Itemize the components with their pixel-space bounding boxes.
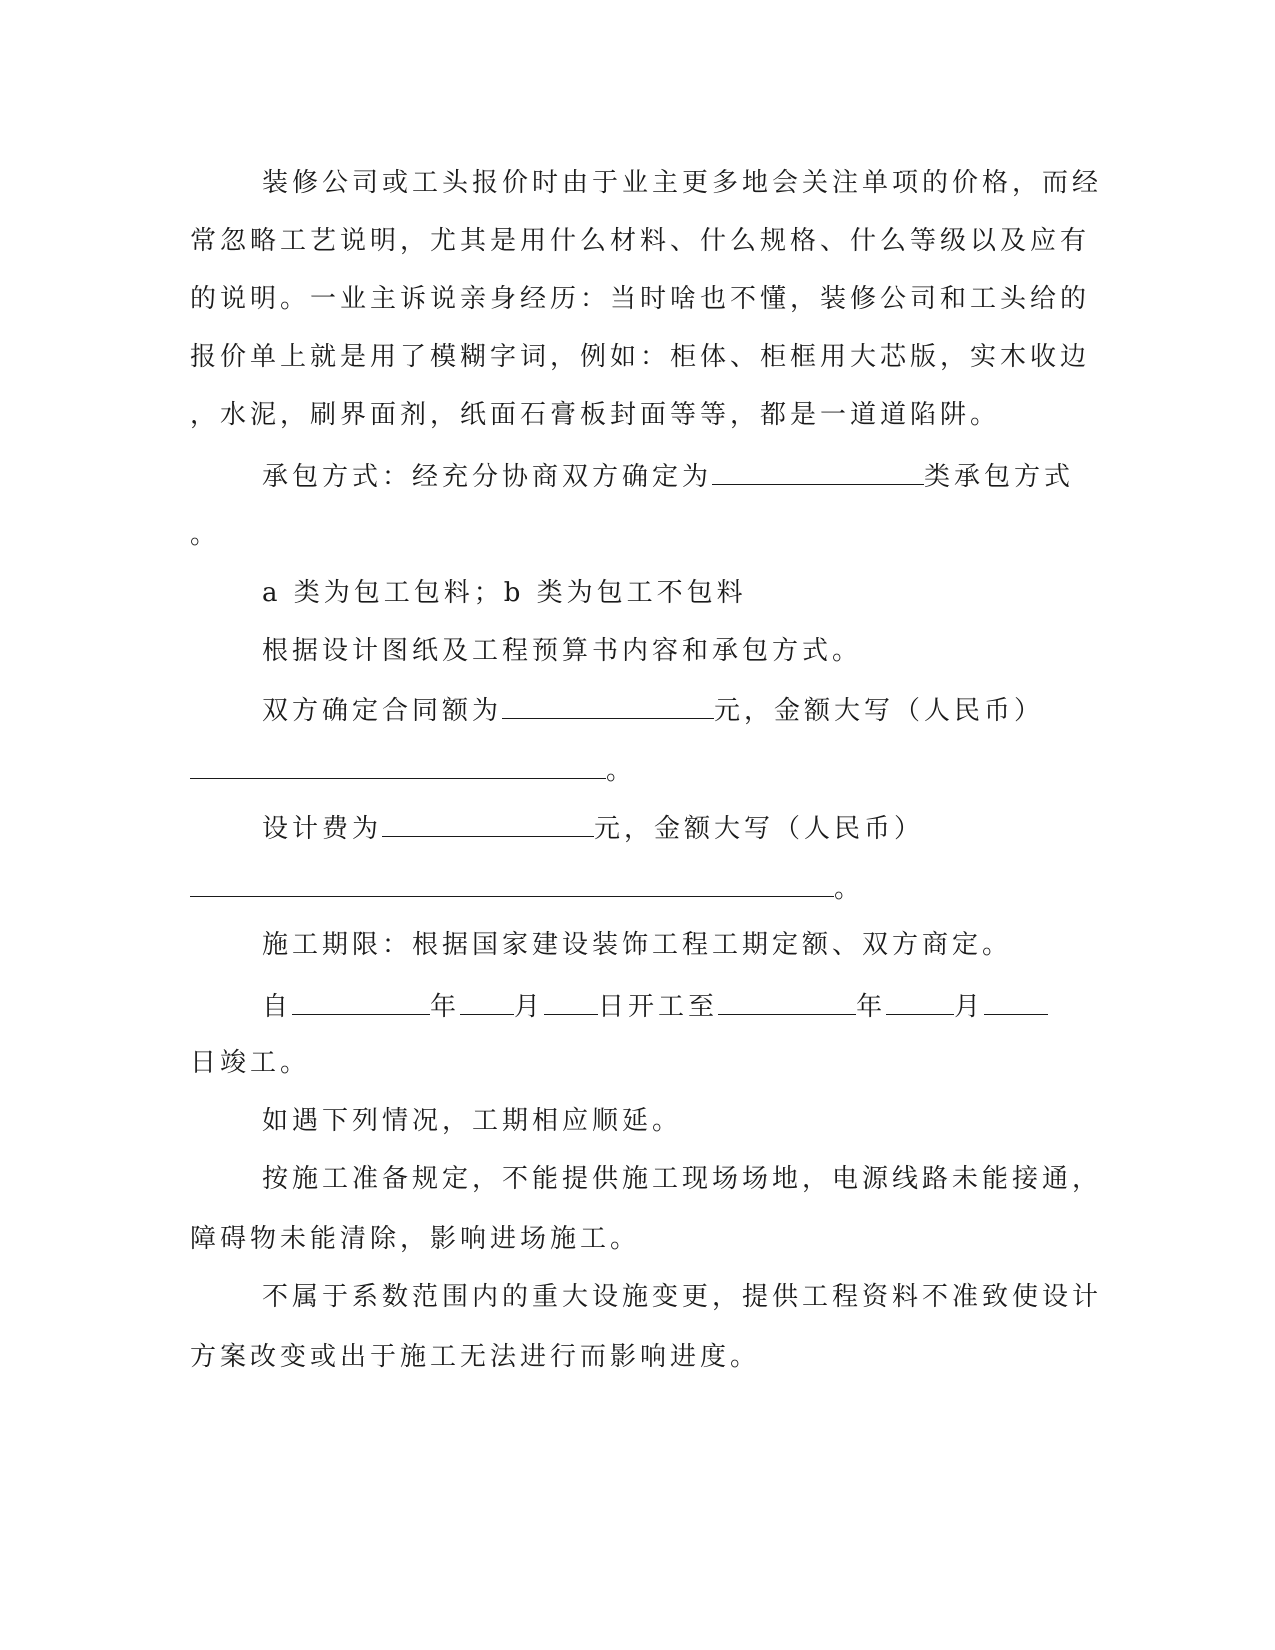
contract-type-end: 。 [190, 520, 221, 550]
contract-type-blank[interactable] [712, 458, 924, 485]
design-fee-end: 。 [834, 874, 865, 904]
start-year-blank[interactable] [292, 988, 430, 1015]
date-year-1: 年 [430, 992, 461, 1022]
design-fee-words-line [190, 870, 864, 904]
start-day-blank[interactable] [544, 988, 598, 1015]
contract-type-label: 承包方式：经充分协商双方确定为 [262, 462, 713, 492]
contract-amount-label: 双方确定合同额为 [262, 696, 503, 726]
delay-1-line-1: 按施工准备规定，不能提供施工现场场地，电源线路未能接通， [262, 1164, 1103, 1194]
delay-2-line-2: 方案改变或出于施工无法进行而影响进度。 [190, 1342, 761, 1372]
design-fee-blank[interactable] [382, 810, 594, 837]
type-options: a 类为包工包料；b 类为包工不包料 [262, 578, 747, 608]
contract-amount-blank[interactable] [502, 692, 714, 719]
contract-amount-words-line [190, 752, 636, 786]
date-month-2: 月 [954, 992, 985, 1022]
contract-amount-end: 。 [606, 756, 637, 786]
paragraph-1-line-2: 常忽略工艺说明，尤其是用什么材料、什么规格、什么等级以及应有 [190, 226, 1091, 256]
period-text: 施工期限：根据国家建设装饰工程工期定额、双方商定。 [262, 930, 1013, 960]
design-fee-line [262, 810, 924, 844]
paragraph-1-line-4: 报价单上就是用了模糊字词，例如：柜体、柜框用大芯版，实木收边 [190, 342, 1091, 372]
design-fee-label: 设计费为 [262, 814, 383, 844]
delay-intro: 如遇下列情况，工期相应顺延。 [262, 1106, 683, 1136]
start-month-blank[interactable] [460, 988, 514, 1015]
date-day-to: 日开工至 [598, 992, 719, 1022]
contract-amount-line [262, 692, 1044, 726]
date-month-1: 月 [514, 992, 545, 1022]
dates-line [262, 988, 1048, 1022]
design-fee-words-blank[interactable] [190, 870, 834, 897]
delay-2-line-1: 不属于系数范围内的重大设施变更，提供工程资料不准致使设计 [262, 1282, 1103, 1312]
contract-type-line [262, 458, 1074, 492]
design-fee-suffix: 元，金额大写（人民币） [594, 814, 925, 844]
contract-type-suffix: 类承包方式 [924, 462, 1075, 492]
contract-amount-suffix: 元，金额大写（人民币） [714, 696, 1045, 726]
end-day-blank[interactable] [984, 988, 1048, 1015]
date-year-2: 年 [856, 992, 887, 1022]
paragraph-1-line-1: 装修公司或工头报价时由于业主更多地会关注单项的价格，而经 [262, 168, 1103, 198]
paragraph-1-line-5: ，水泥，刷界面剂，纸面石膏板封面等等，都是一道道陷阱。 [190, 400, 1001, 430]
paragraph-1-line-3: 的说明。一业主诉说亲身经历：当时啥也不懂，装修公司和工头给的 [190, 284, 1091, 314]
basis-text: 根据设计图纸及工程预算书内容和承包方式。 [262, 636, 863, 666]
end-month-blank[interactable] [886, 988, 954, 1015]
date-from: 自 [262, 992, 293, 1022]
end-year-blank[interactable] [718, 988, 856, 1015]
contract-amount-words-blank[interactable] [190, 752, 606, 779]
delay-1-line-2: 障碍物未能清除，影响进场施工。 [190, 1224, 641, 1254]
dates-end: 日竣工。 [190, 1048, 311, 1078]
